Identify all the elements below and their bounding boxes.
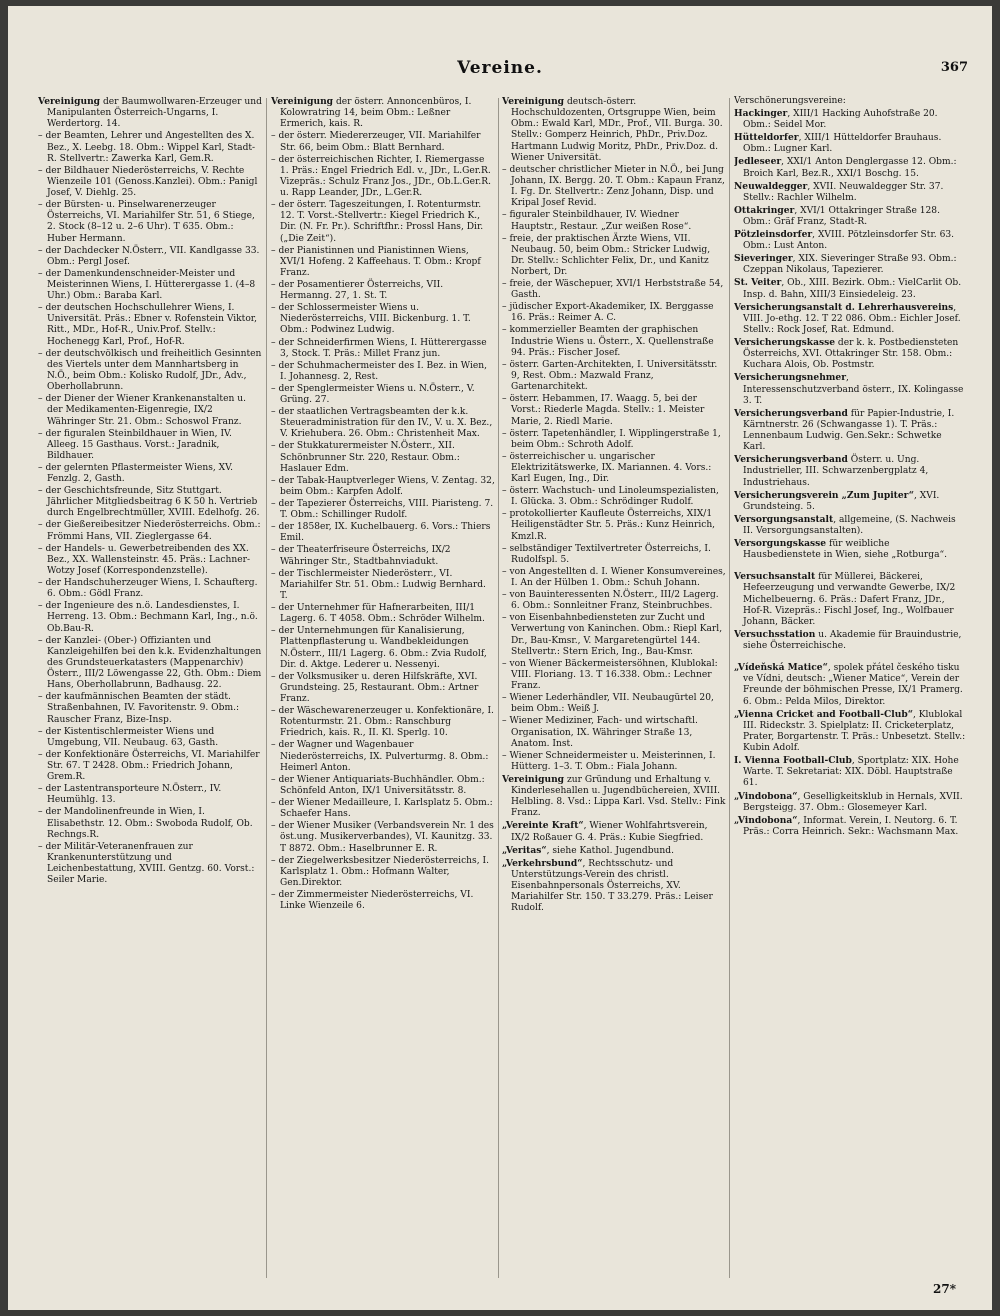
- directory-entry: – der Wagner und Wagenbauer Niederösterreichs, IX. Pulverturmg. 8. Obm.: Heimerl Anton.: [271, 740, 489, 773]
- directory-entry: Hütteldorfer, XIII/1 Hütteldorfer Brauhaus. Obm.: Lugner Karl.: [734, 132, 942, 155]
- directory-entry: – der Beamten, Lehrer und Angestellten des X. Bez., X. Leebg. 18. Obm.: Wippel Karl, Stadt-R. Stellvertr.: Zawerka Karl, Gem.R.: [38, 131, 256, 164]
- directory-entry: – der österreichischen Richter, I. Riemergasse 1. Präs.: Engel Friedrich Edl. v., JDr., L.Ger.R. Vizepräs.: Schulz Franz Jos., JDr., Ob.L.Ger.R. u. Rapp Leander, JDr., L.Ger.R.: [271, 154, 491, 199]
- column-3: [502, 96, 726, 1276]
- directory-entry: Jedleseer, XXI/1 Anton Denglergasse 12. Obm.: Broich Karl, Bez.R., XXI/1 Boschg. 15.: [734, 156, 957, 179]
- directory-entry: „Vereinte Kraft“, Wiener Wohlfahrtsverein, IX/2 Roßauer G. 4. Präs.: Kubie Siegfried.: [502, 820, 708, 843]
- directory-entry: Versicherungsnehmer, Interessenschutzverband österr., IX. Kolingasse 3. T.: [734, 372, 964, 406]
- directory-entry: – Wiener Schneidermeister u. Meisterinnen, I. Hütterg. 1–3. T. Obm.: Fiala Johann.: [502, 750, 716, 772]
- page-title: Vereine.: [457, 58, 543, 78]
- directory-entry: Versorgungskasse für weibliche Hausbedienstete in Wien, siehe „Rotburga“.: [734, 538, 948, 561]
- directory-entry: – der deutschvölkisch und freiheitlich Gesinnten des Viertels unter dem Mannhartsberg in N.Ö., beim Obm.: Kolisko Rudolf, JDr., Adv., Oberhollabrunn.: [38, 348, 262, 393]
- directory-entry: – der Tischlermeister Niederösterr., VI. Mariahilfer Str. 51. Obm.: Ludwig Bernhard. T.: [271, 568, 486, 601]
- directory-entry: – der kaufmännischen Beamten der städt. Straßenbahnen, IV. Favoritenstr. 9. Obm.: Rauscher Franz, Bize-Insp.: [38, 692, 240, 725]
- directory-entry: – der Unternehmungen für Kanalisierung, Plattenpflasterung u. Wandbekleidungen N.Österr., III/1 Lagerg. 6. Obm.: Zvia Rudolf, Dir. d. Aktge. Lederer u. Nessenyi.: [271, 626, 487, 670]
- directory-entry: – der Dachdecker N.Österr., VII. Kandlgasse 33. Obm.: Pergl Josef.: [38, 245, 260, 267]
- directory-entry: Versuchsstation u. Akademie für Brauindustrie, siehe Österreichische.: [734, 628, 962, 652]
- directory-entry: – Wiener Mediziner, Fach- und wirtschaftl. Organisation, IX. Währinger Straße 13, Anatom. Inst.: [502, 716, 698, 749]
- directory-entry: – deutscher christlicher Mieter in N.Ö., bei Jung Johann, IX. Bergg. 20. T. Obm.: Kapaun Franz, I. Fg. Dr. Stellvertr.: Zenz Johann, Disp. und Kripal Josef Revid.: [502, 164, 725, 209]
- section-gap: [734, 562, 966, 571]
- directory-entry: Versicherungskasse der k. k. Postbediensteten Österreichs, XVI. Ottakringer Str. 158. Obm.: Kuchara Alois, Ob. Postmstr.: [734, 337, 959, 371]
- directory-entry: – der Spenglermeister Wiens u. N.Österr., V. Grüng. 27.: [271, 383, 475, 406]
- directory-entry: Versicherungsanstalt d. Lehrerhausvereins, VIII. Jo-ethg. 12. T 22 086. Obm.: Eichler Josef. Stellv.: Rock Josef, Rat. Edmund.: [734, 301, 961, 335]
- directory-entry: – der Diener der Wiener Krankenanstalten u. der Medikamenten-Eigenregie, IX/2 Währinger Str. 21. Obm.: Schoswol Franz.: [38, 394, 246, 427]
- directory-entry: Vereinigung der Baumwollwaren-Erzeuger und Manipulanten Österreich-Ungarns, I. Werdertorg. 14.: [38, 96, 262, 130]
- directory-entry: – von Wiener Bäckermeistersöhnen, Klublokal: VIII. Floriang. 13. T 16.338. Obm.: Lechner Franz.: [502, 658, 718, 692]
- directory-entry: Versicherungsverein „Zum Jupiter“, XVI. Grundsteing. 5.: [734, 489, 940, 512]
- column-rule: [266, 98, 267, 1278]
- directory-entry: – der Handels- u. Gewerbetreibenden des XX. Bez., XX. Wallensteinstr. 45. Präs.: Lachner-Wotzy Josef (Korrespondenzstelle).: [38, 543, 251, 576]
- directory-entry: – der gelernten Pflastermeister Wiens, XV. Fenzlg. 2, Gasth.: [38, 462, 233, 485]
- directory-entry: – der Bürsten- u. Pinselwarenerzeuger Österreichs, VI. Mariahilfer Str. 51, 6 Stiege, 2. Stock (8–12 u. 2–6 Uhr). T 635. Obm.: Huber Hermann.: [38, 200, 255, 244]
- directory-entry: – der Militär-Veteranenfrauen zur Krankenunterstützung und Leichenbestattung, XVIII. Gentzg. 60. Vorst.: Seiler Marie.: [38, 841, 255, 886]
- directory-entry: – der Ziegelwerksbesitzer Niederösterreichs, I. Karlsplatz 1. Obm.: Hofmann Walter, Gen.Direktor.: [271, 855, 489, 888]
- directory-entry: I. Vienna Football-Club, Sportplatz: XIX. Hohe Warte. T. Sekretariat: XIX. Döbl. Hauptstraße 61.: [734, 755, 959, 789]
- directory-entry: – der Wäschewarenerzeuger u. Konfektionäre, I. Rotenturmstr. 21. Obm.: Ranschburg Friedrich, kais. R., II. Kl. Sperlg. 10.: [271, 706, 494, 739]
- directory-entry: Hackinger, XIII/1 Hacking Auhofstraße 20. Obm.: Seidel Mor.: [734, 108, 938, 131]
- directory-entry: Versuchsanstalt für Müllerei, Bäckerei, Hefeerzeugung und verwandte Gewerbe, IX/2 Michelbeuerng. 6. Präs.: Dafert Franz, JDr., Hof-R. Vizepräs.: Fischl Josef, Ing., Wolfbauer Johann, Bäcker.: [734, 571, 956, 627]
- directory-entry: – der Schuhmachermeister des I. Bez. in Wien, I. Johannesg. 2, Rest.: [271, 360, 487, 382]
- directory-entry: – der Pianistinnen und Pianistinnen Wiens, XVI/1 Hofeng. 2 Kaffeehaus. T. Obm.: Kropf Franz.: [271, 245, 481, 278]
- directory-entry: – kommerzieller Beamten der graphischen Industrie Wiens u. Österr., X. Quellenstraße 94. Präs.: Fischer Josef.: [502, 325, 714, 358]
- page-number: 367: [940, 60, 968, 75]
- directory-entry: – der Theaterfriseure Österreichs, IX/2 Währinger Str., Stadtbahnviadukt.: [271, 545, 451, 567]
- directory-entry: – der Tapezierer Österreichs, VIII. Piaristeng. 7. T. Obm.: Schillinger Rudolf.: [271, 499, 494, 521]
- directory-entry: – der Schlossermeister Wiens u. Niederösterreichs, VIII. Bickenburg. 1. T. Obm.: Podwinez Ludwig.: [271, 303, 471, 336]
- printer-signature: 27*: [933, 1282, 956, 1296]
- directory-entry: – der Zimmermeister Niederösterreichs, VI. Linke Wienzeile 6.: [271, 889, 474, 912]
- directory-entry: – der Geschichtsfreunde, Sitz Stuttgart. Jährlicher Mitgliedsbeitrag 6 K 50 h. Vertrieb durch Engelbrechtmüller, XVIII. Edelhofg. 26.: [38, 486, 260, 519]
- directory-entry: Verschönerungsvereine:: [734, 96, 846, 106]
- directory-entry: – der Handschuherzeuger Wiens, I. Schaufterg. 6. Obm.: Gödl Franz.: [38, 578, 258, 600]
- directory-entry: – der Schneiderfirmen Wiens, I. Hütterergasse 3, Stock. T. Präs.: Millet Franz jun.: [271, 337, 487, 359]
- directory-entry: – der Tabak-Hauptverleger Wiens, V. Zentag. 32, beim Obm.: Karpfen Adolf.: [271, 475, 495, 497]
- directory-entry: Vereinigung zur Gründung und Erhaltung v. Kinderlesehallen u. Jugendbüchereien, XVIII. Helbling. 8. Vsd.: Lippa Karl. Vsd. Stellv.: Fink Franz.: [502, 773, 726, 819]
- directory-entry: – der Unternehmer für Hafnerarbeiten, III/1 Lagerg. 6. T 4058. Obm.: Schröder Wilhelm.: [271, 603, 485, 625]
- directory-entry: – jüdischer Export-Akademiker, IX. Berggasse 16. Präs.: Reimer A. C.: [502, 302, 714, 324]
- directory-entry: – der Wiener Medailleure, I. Karlsplatz 5. Obm.: Schaefer Hans.: [271, 798, 493, 820]
- column-4: [734, 96, 966, 1276]
- directory-entry: – von Eisenbahnbediensteten zur Zucht und Verwertung von Kaninchen. Obm.: Riepl Karl, Dr., Bau-Kmsr., V. Margaretengürtel 144. Stellvertr.: Stern Erich, Ing., Bau-Kmsr.: [502, 613, 723, 657]
- column-rule: [498, 98, 499, 1278]
- directory-entry: – der Wiener Antiquariats-Buchhändler. Obm.: Schönfeld Anton, IX/1 Universitätsstr. 8.: [271, 774, 485, 796]
- directory-entry: „Verkehrsbund“, Rechtsschutz- und Unterstützungs-Verein des christl. Eisenbahnpersonals Österreichs, XV. Mariahilfer Str. 150. T 33.279. Präs.: Leiser Rudolf.: [502, 857, 713, 914]
- directory-entry: – der Kistentischlermeister Wiens und Umgebung, VII. Neubaug. 63, Gasth.: [38, 726, 219, 748]
- directory-entry: – der figuralen Steinbildhauer in Wien, IV. Alleeg. 15 Gasthaus. Vorst.: Jaradnik, Bildhauer.: [38, 428, 232, 461]
- section-gap: [734, 653, 966, 662]
- directory-entry: Pötzleinsdorfer, XVIII. Pötzleinsdorfer Str. 63. Obm.: Lust Anton.: [734, 229, 955, 252]
- directory-entry: – der österr. Miedererzeuger, VII. Mariahilfer Str. 66, beim Obm.: Blatt Bernhard.: [271, 131, 481, 153]
- column-2: [271, 96, 495, 1276]
- directory-entry: Ottakringer, XVI/1 Ottakringer Straße 128. Obm.: Gräf Franz, Stadt-R.: [734, 204, 940, 228]
- directory-entry: „Vienna Cricket and Football-Club“, Klublokal III. Rideckstr. 3. Spielplatz: II. Cricketerplatz, Prater, Borgartenstr. T. Präs.: Unbesetzt. Stellv.: Kubin Adolf.: [734, 708, 966, 754]
- directory-entry: Neuwaldegger, XVII. Neuwaldegger Str. 37. Stellv.: Rachler Wilhelm.: [734, 180, 944, 203]
- directory-entry: – der Bildhauer Niederösterreichs, V. Rechte Wienzeile 101 (Genoss.Kanzlei). Obm.: Panigl Josef, V. Diehlg. 25.: [38, 165, 258, 199]
- directory-entry: Versicherungsverband für Papier-Industrie, I. Kärntnerstr. 26 (Schwangasse 1). T. Präs.: Lennenbaum Ludwig. Gen.Sekr.: Schwetke Karl.: [734, 407, 955, 453]
- page-header: [8, 50, 992, 86]
- directory-entry: – der Wiener Musiker (Verbandsverein Nr. 1 des öst.ung. Musikerverbandes), VI. Kaunitzg. 33. T 8872. Obm.: Haselbrunner E. R.: [271, 821, 494, 854]
- directory-entry: Versorgungsanstalt, allgemeine, (S. Nachweis II. Versorgungsanstalten).: [734, 513, 956, 536]
- directory-entry: Vereinigung der österr. Annoncenbüros, I. Kolowratring 14, beim Obm.: Leßner Ermerich, kais. R.: [271, 96, 472, 130]
- directory-entry: – österreichischer u. ungarischer Elektrizitätswerke, IX. Mariannen. 4. Vors.: Karl Eugen, Ing., Dir.: [502, 451, 712, 485]
- directory-entry: – selbständiger Textilvertreter Österreichs, I. Rudolfspl. 5.: [502, 543, 711, 565]
- directory-entry: – der österr. Tageszeitungen, I. Rotenturmstr. 12. T. Vorst.-Stellvertr.: Kiegel Friedrich K., Dir. (N. Fr. Pr.). Schriftfhr.: Prossl Hans, Dir. („Die Zeit“).: [271, 200, 484, 244]
- directory-entry: – der Stukkaturermeister N.Österr., XII. Schönbrunner Str. 220, Restaur. Obm.: Haslauer Edm.: [271, 441, 460, 474]
- directory-entry: – österr. Wachstuch- und Linoleumspezialisten, I. Glücka. 3. Obm.: Schrödinger Rudolf.: [502, 486, 719, 508]
- directory-entry: – der Lastentransporteure N.Österr., IV. Heumühlg. 13.: [38, 784, 222, 806]
- directory-entry: – figuraler Steinbildhauer, IV. Wiedner Hauptstr., Restaur. „Zur weißen Rose“.: [502, 210, 692, 232]
- directory-entry: – der Gießereibesitzer Niederösterreichs. Obm.: Frömmi Hans, VII. Zieglergasse 64.: [38, 520, 261, 542]
- directory-entry: „Vindobona“, Informat. Verein, I. Neutorg. 6. T. Präs.: Corra Heinrich. Sekr.: Wachsmann Max.: [734, 814, 959, 837]
- directory-entry: – der Damenkundenschneider-Meister und Meisterinnen Wiens, I. Hütterergasse 1. (4–8 Uhr.) Obm.: Baraba Karl.: [38, 268, 256, 302]
- directory-entry: Vereinigung deutsch-österr. Hochschuldozenten, Ortsgruppe Wien, beim Obm.: Ewald Karl, MDr., Prof., VII. Burga. 30. Stellv.: Gomperz Heinrich, PhDr., Priv.Doz. Hartmann Ludwig Moritz, PhDr., Priv.Doz. d. Wiener Universität.: [502, 96, 723, 163]
- directory-entry: – der Mandolinenfreunde in Wien, I. Elisabethstr. 12. Obm.: Swoboda Rudolf, Ob. Rechngs.R.: [38, 807, 253, 840]
- directory-entry: „Veritas“, siehe Kathol. Jugendbund.: [502, 844, 674, 856]
- directory-entry: – der Volksmusiker u. deren Hilfskräfte, XVI. Grundsteing. 25, Restaurant. Obm.: Artner Franz.: [271, 671, 479, 705]
- directory-entry: St. Veiter, Ob., XIII. Bezirk. Obm.: VielCarlit Ob. Insp. d. Bahn, XIII/3 Einsiedeleig. 23.: [734, 277, 962, 300]
- directory-entry: – protokollierter Kaufleute Österreichs, XIX/1 Heiligenstädter Str. 5. Präs.: Kunz Heinrich, Kmzl.R.: [502, 509, 716, 542]
- directory-entry: – der Konfektionäre Österreichs, VI. Mariahilfer Str. 67. T 2428. Obm.: Friedrich Johann, Grem.R.: [38, 749, 260, 783]
- directory-entry: „Vindobona“, Geselligkeitsklub in Hernals, XVII. Bergsteigg. 37. Obm.: Glosemeyer Karl.: [734, 790, 963, 813]
- directory-entry: – österr. Garten-Architekten, I. Universitätsstr. 9, Rest. Obm.: Mazwald Franz, Gartenarchitekt.: [502, 359, 718, 393]
- directory-entry: – österr. Hebammen, I7. Waagg. 5, bei der Vorst.: Riederle Magda. Stellv.: 1. Meister Marie, 2. Riedl Marie.: [502, 394, 705, 427]
- directory-entry: Versicherungsverband Österr. u. Ung. Industrieller, III. Schwarzenbergplatz 4, Industriehaus.: [734, 454, 929, 488]
- directory-entry: – österr. Tapetenhändler, I. Wipplingerstraße 1, beim Obm.: Schroth Adolf.: [502, 428, 721, 450]
- directory-entry: – der Kanzlei- (Ober-) Offizianten und Kanzleigehilfen bei den k.k. Evidenzhaltungen des Grundsteuerkatasters (Mappenarchiv) Österr., III/2 Löwengasse 22, Gth. Obm.: Diem Hans, Oberhollabrunn, Badhausg. 22.: [38, 635, 262, 691]
- directory-entry: – von Angestellten d. I. Wiener Konsumvereines, I. An der Hülben 1. Obm.: Schuh Johann.: [502, 566, 726, 589]
- directory-entry: – freie, der Wäschepuer, XVI/1 Herbststraße 54, Gasth.: [502, 279, 724, 301]
- directory-entry: Sieveringer, XIX. Sieveringer Straße 93. Obm.: Czeppan Nikolaus, Tapezierer.: [734, 253, 957, 276]
- directory-entry: „Vídeňská Matice“, spolek přátel českého tisku ve Vídni, deutsch: „Wiener Matice“, Verein der Freunde der böhmischen Presse, IX/1 Pramerg. 6. Obm.: Pelda Milos, Direktor.: [734, 662, 963, 707]
- directory-page: [8, 6, 992, 1310]
- column-1: [38, 96, 263, 1276]
- directory-entry: – der Ingenieure des n.ö. Landesdienstes, I. Herreng. 13. Obm.: Bechmann Karl, Ing., n.ö. Ob.Bau-R.: [38, 601, 258, 634]
- directory-entry: – freie, der praktischen Ärzte Wiens, VII. Neubaug. 50, beim Obm.: Stricker Ludwig, Dr. Stellv.: Schlichter Felix, Dr., und Kanitz Norbert, Dr.: [502, 233, 711, 278]
- directory-entry: – der Posamentierer Österreichs, VII. Hermanng. 27, 1. St. T.: [271, 279, 444, 302]
- directory-entry: – von Bauinteressenten N.Österr., III/2 Lagerg. 6. Obm.: Sonnleitner Franz, Steinbruchbes.: [502, 590, 719, 612]
- directory-entry: – der staatlichen Vertragsbeamten der k.k. Steueradministration für den IV., V. u. X. Bez., V. Kriehubera. 26. Obm.: Christenheit Max.: [271, 407, 493, 440]
- column-rule: [729, 98, 730, 1278]
- directory-entry: – der 1858er, IX. Kuchelbauerg. 6. Vors.: Thiers Emil.: [271, 522, 491, 544]
- directory-entry: – der deutschen Hochschullehrer Wiens, I. Universität. Präs.: Ebner v. Rofenstein Viktor, Ritt., MDr., Hof-R., Univ.Prof. Stellv.: Hochenegg Karl, Prof., Hof-R.: [38, 303, 258, 347]
- directory-entry: – Wiener Lederhändler, VII. Neubaugürtel 20, beim Obm.: Weiß J.: [502, 693, 714, 715]
